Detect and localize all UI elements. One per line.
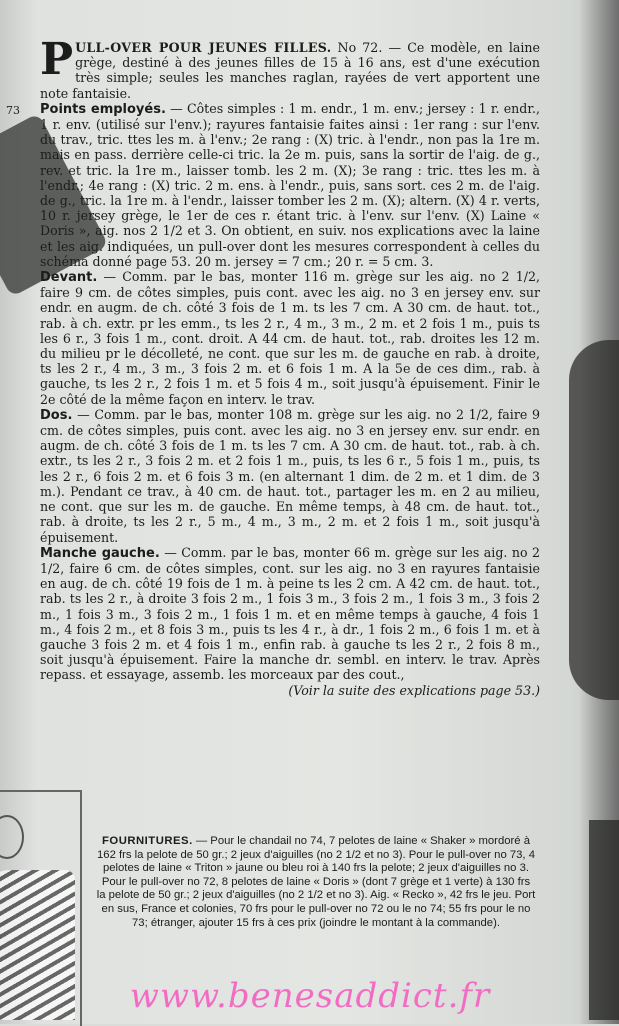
- points-paragraph: [40, 101, 540, 269]
- manche-text: — Comm. par le bas, monter 66 m. grège sur les aig. no 2 1/2, faire 6 cm. de côtes simples, cont. sur les aig. no 3 en rayures fantaisie en aug. de ch. côté 19 fois de 1 m. à peine ts les 2 cm. A 42 cm. de haut. tot., rab. ts les 2 r., à droite 3 fois 2 m., 1 fois 3 m., 3 fois 2 m., 1 fois 3 m., 3 fois 2 m., 1 fois 3 m., 3 fois 2 m., 1 fois 1 m. et en même temps à gauche, 4 fois 1 m., 4 fois 2 m., et 8 fois 3 m., puis ts les 4 r., à dr., 1 fois 2 m., 6 fois 1 m. et à gauche 3 fois 2 m. et 4 fois 1 m., enfin rab. à gauche ts les 2 r., 2 fois 8 m., soit jusqu'à épuisement. Faire la manche dr. sembl. en interv. le trav. Après repass. et essayage, assemb. les morceaux par des cout.,: [40, 544, 540, 683]
- article-title: ULL-OVER POUR JEUNES FILLES.: [75, 40, 332, 55]
- devant-text: — Comm. par le bas, monter 116 m. grège sur les aig. no 2 1/2, faire 9 cm. de côtes simples, puis cont. avec les aig. no 3 en jersey env. sur endr. en augm. de ch. côté 3 fois de 1 m. ts les 7 cm. A 30 cm. de haut. tot., rab. à ch. extr. pr les emm., ts les 2 r., 4 m., 3 m., 2 m. et 2 fois 1 m., puis ts les 6 r., 3 fois 1 m., cont. droit. A 44 cm. de haut. tot., rab. droites les 12 m. du milieu pr le décolleté, ne cont. que sur les m. de gauche en rab. à droite, ts les 2 r., 4 m., 3 m., 3 fois 2 m. et 6 fois 1 m. A la 5e de ces dim., rab. à gauche, ts les 2 r., 2 fois 1 m. et 5 fois 4 m., soit jusqu'à épuisement. Finir le 2e côté de la même façon en interv. le trav.: [40, 269, 540, 407]
- pattern-text: [40, 34, 540, 698]
- fournitures-text: — Pour le chandail no 74, 7 pelotes de laine « Shaker » mordoré à 162 frs la pelote de 50 gr.; 2 jeux d'aiguilles (no 2 1/2 et no 3). Pour le pull-over no 73, 4 pelotes de laine « Triton » jaune ou bleu roi à 140 frs la pelote; 2 jeux d'aiguilles no 3. Pour le pull-over no 72, 8 pelotes de laine « Doris » (dont 7 grège et 1 verte) à 130 frs la pelote de 50 gr.; 2 jeux d'aiguilles (no 2 1/2 et no 3). Aig. « Recko », 42 frs le jeu. Port en sus, France et colonies, 70 frs pour le pull-over no 72 ou le no 74; 55 frs pour le no 73; étranger, ajouter 15 frs à ces prix (joindre le montant à la commande).: [96, 835, 536, 929]
- fournitures-heading: FOURNITURES.: [102, 835, 193, 847]
- page-edge-shadow: [579, 0, 619, 1024]
- intro-text: — Ce modèle, en laine grège, destiné à des jeunes filles de 15 à 16 ans, est d'une exécution très simple; seules les manches raglan, rayées de vert apportent une note fantaisie.: [40, 40, 540, 101]
- page-number: 73: [6, 104, 20, 117]
- drop-cap: P: [40, 34, 74, 85]
- devant-heading: Devant.: [40, 270, 98, 286]
- points-text: — Côtes simples : 1 m. endr., 1 m. env.; jersey : 1 r. endr., 1 r. env. (utilisé sur l'env.); rayures fantaisie faites ainsi : 1er rang : sur l'env. du trav., tric. ttes les m. à l'env.; 2e rang : (X) tric. à l'endr., non pas la 1re m. mais en pass. derrière celle-ci tric. la 2e m. puis, sans la sortir de l'aig. de g., rev. et tric. la 1re m., laisser tomb. les 2 m. (X); 3e rang : tric. ttes les m. à l'endr.; 4e rang : (X) tric. 2 m. ens. à l'endr., puis, sans sort. ces 2 m. de l'aig. de g., tric. la 1re m. à l'endr., laisser tomber les 2 m. (X); altern. (X) 4 r. verts, 10 r. jersey grège, le 1er de ces r. étant tric. à l'env. sur l'env. (X) Laine « Doris », aig. nos 2 1/2 et 3. On obtient, en suiv. nos explications avec la laine et les aig. indiquées, un pull-over dont les mesures correspondent à celles du schéma donné page 53. 20 m. jersey = 7 cm.; 20 r. = 5 cm. 3.: [40, 100, 540, 269]
- fournitures-block: [96, 835, 536, 930]
- continuation-reference: (Voir la suite des explications page 53.): [288, 682, 540, 698]
- devant-paragraph: [40, 269, 540, 407]
- watermark: www.benesaddict.fr: [129, 976, 491, 1016]
- dos-paragraph: [40, 407, 540, 545]
- manche-paragraph: [40, 545, 540, 683]
- dos-text: — Comm. par le bas, monter 108 m. grège sur les aig. no 2 1/2, faire 9 cm. de côtes simples, puis cont. avec les aig. no 3 en jersey env. sur endr. en augm. de ch. côté 3 fois de 1 m. ts les 7 cm. A 30 cm. de haut. tot., rab. à ch. extr., ts les 2 r., 3 fois 2 m. et 2 fois 1 m., puis, ts les 6 r., 5 fois 1 m., puis, ts les 2 r., 6 fois 2 m. et 6 fois 3 m. (en alternant 1 dim. de 2 m. et 1 dim. de 3 m.). Pendant ce trav., à 40 cm. de haut. tot., partager les m. en 2 au milieu, ne cont. que sur les m. de gauche. En même temps, à 48 cm. de haut. tot., rab. à droite, ts les 2 r., 5 m., 4 m., 3 m., 2 m. et 2 fois 1 m., soit jusqu'à épuisement.: [40, 406, 540, 545]
- manche-heading: Manche gauche.: [40, 545, 160, 561]
- dos-heading: Dos.: [40, 407, 73, 423]
- model-number: No 72.: [337, 40, 383, 55]
- intro-paragraph: [40, 34, 540, 101]
- points-heading: Points employés.: [40, 101, 166, 117]
- striped-sweater-drawing: [0, 870, 75, 1020]
